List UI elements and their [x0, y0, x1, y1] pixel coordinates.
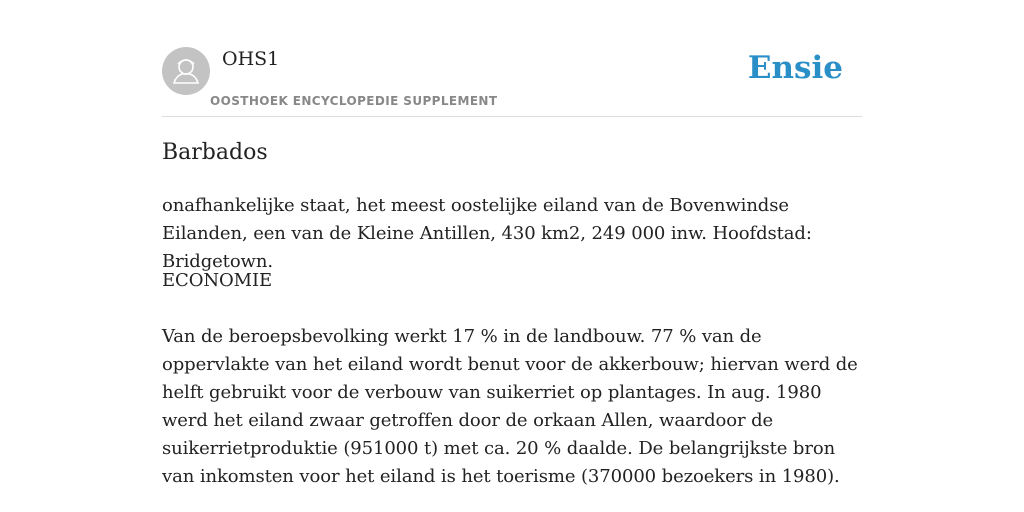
article-title: Barbados: [162, 140, 268, 165]
source-label[interactable]: OOSTHOEK ENCYCLOPEDIE SUPPLEMENT: [210, 94, 498, 108]
brand-logo[interactable]: Ensie: [747, 50, 843, 86]
section-heading: ECONOMIE: [162, 270, 273, 291]
article-header: [162, 44, 862, 117]
article-intro: onafhankelijke staat, het meest oostelijke eiland van de Bovenwindse Eilanden, een van de Kleine Antillen, 430 km2, 249 000 inw. Hoofdstad: Bridgetown.: [162, 195, 812, 272]
avatar[interactable]: [162, 47, 210, 95]
user-silhouette-icon: [162, 47, 210, 95]
author-name[interactable]: OHS1: [222, 48, 280, 70]
section-paragraph: Van de beroepsbevolking werkt 17 % in de landbouw. 77 % van de oppervlakte van het eiland wordt benut voor de akkerbouw; hiervan werd de helft gebruikt voor de verbouw van suikerriet op plantages. In aug. 1980 werd het eiland zwaar getroffen door de orkaan Allen, waardoor de suikerrietproduktie (951000 t) met ca. 20 % daalde. De belangrijkste bron van inkomsten voor het eiland is het toerisme (370000 bezoekers in 1980).: [162, 326, 858, 487]
